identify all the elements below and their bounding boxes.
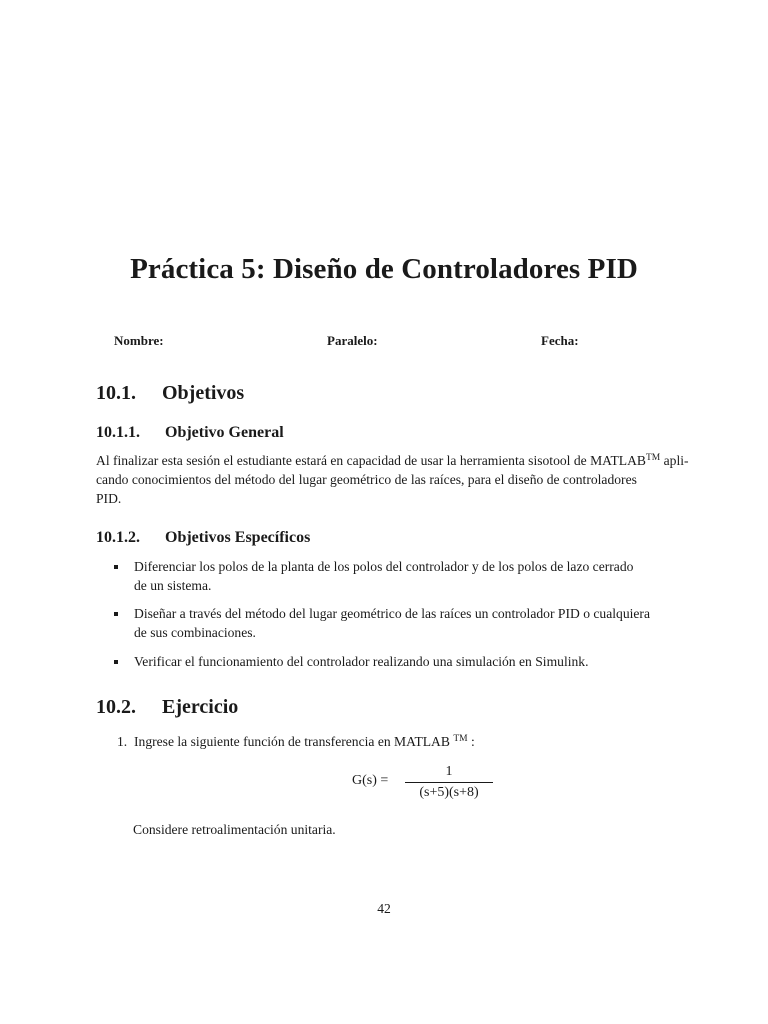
paragraph-text: apli- bbox=[660, 453, 689, 468]
section-number: 10.2. bbox=[96, 696, 136, 718]
step-text: Ingrese la siguiente función de transferencia en MATLAB bbox=[134, 734, 454, 749]
list-item-text: Verificar el funcionamiento del controlador realizando una simulación en Simulink. bbox=[134, 654, 589, 669]
list-item-text: Diferenciar los polos de la planta de los polos del controlador y de los polos de lazo cerrado bbox=[134, 559, 634, 574]
section-heading-ejercicio bbox=[96, 696, 238, 719]
exercise-note: Considere retroalimentación unitaria. bbox=[133, 822, 336, 837]
bullet-icon bbox=[114, 612, 118, 616]
list-item-text: Diseñar a través del método del lugar geométrico de las raíces un controlador PID o cualquiera bbox=[134, 606, 650, 621]
step-text-end: : bbox=[467, 734, 475, 749]
formula-denominator: (s+5)(s+8) bbox=[419, 785, 479, 800]
bullet-icon bbox=[114, 565, 118, 569]
formula-numerator: 1 bbox=[445, 764, 453, 779]
paragraph-line: PID. bbox=[96, 491, 122, 506]
exercise-step bbox=[117, 734, 475, 750]
subsection-number: 10.1.2. bbox=[96, 529, 140, 546]
formula-lhs: G(s) = bbox=[352, 773, 389, 788]
subsection-title: Objetivos Específicos bbox=[165, 529, 311, 546]
page-number: 42 bbox=[377, 901, 391, 916]
subsection-heading-objetivo-general bbox=[96, 424, 284, 442]
section-heading-objetivos bbox=[96, 382, 244, 405]
nombre-label: Nombre: bbox=[114, 333, 164, 348]
trademark-mark: TM bbox=[453, 734, 468, 744]
page-title: Práctica 5: Diseño de Controladores PID bbox=[130, 253, 638, 285]
paragraph-line bbox=[96, 451, 756, 470]
section-title: Objetivos bbox=[162, 382, 245, 404]
list-item-text: de sus combinaciones. bbox=[134, 625, 256, 640]
paralelo-label: Paralelo: bbox=[327, 333, 378, 348]
fecha-label: Fecha: bbox=[541, 333, 579, 348]
bullet-icon bbox=[114, 660, 118, 664]
section-title: Ejercicio bbox=[162, 696, 239, 718]
list-item-text: de un sistema. bbox=[134, 578, 212, 593]
objetivo-general-paragraph bbox=[96, 451, 756, 508]
subsection-title: Objetivo General bbox=[165, 424, 284, 441]
step-number: 1. bbox=[117, 734, 128, 749]
subsection-heading-objetivos-especificos bbox=[96, 529, 310, 547]
section-number: 10.1. bbox=[96, 382, 136, 404]
paragraph-text: Al finalizar esta sesión el estudiante estará en capacidad de usar la herramienta sisotool de MATLAB bbox=[96, 453, 646, 468]
trademark-mark: TM bbox=[645, 453, 661, 463]
fraction-bar bbox=[405, 782, 493, 783]
paragraph-line: cando conocimientos del método del lugar geométrico de las raíces, para el diseño de controladores bbox=[96, 472, 637, 487]
formula-fraction bbox=[405, 763, 493, 802]
subsection-number: 10.1.1. bbox=[96, 424, 140, 441]
